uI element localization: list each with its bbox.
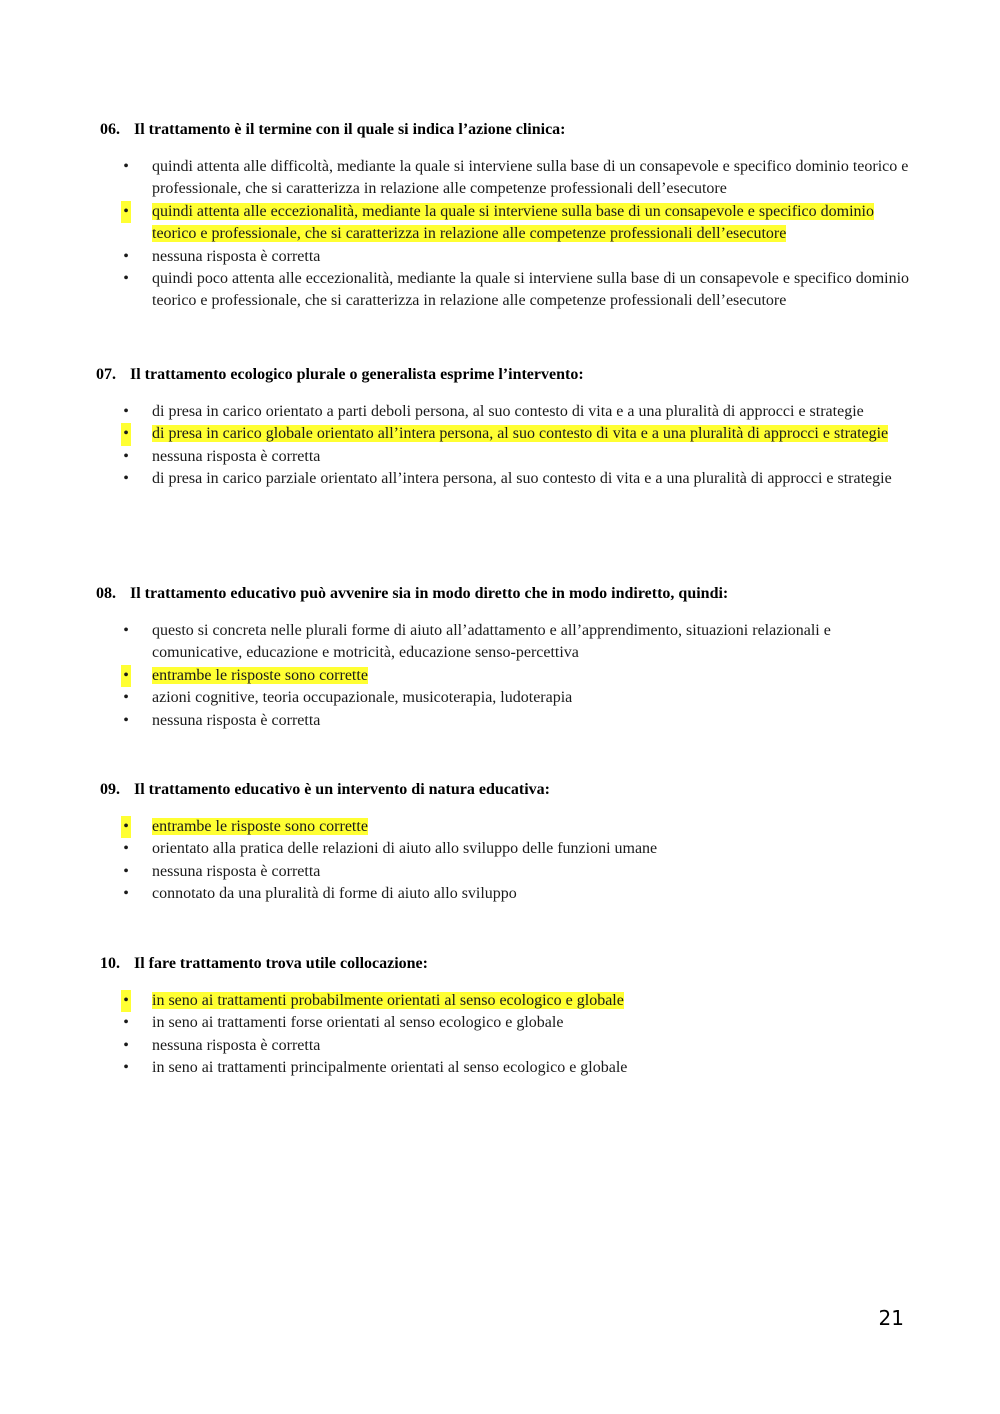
bullet-icon: • — [123, 711, 129, 729]
option-item — [96, 246, 920, 268]
question-title — [100, 780, 920, 800]
options-list — [96, 990, 920, 1080]
option-item — [96, 401, 916, 423]
bullet-icon: • — [123, 158, 129, 175]
bullet-icon: • — [123, 840, 129, 858]
option-item — [96, 468, 916, 490]
bullet-icon: • — [123, 862, 129, 880]
page-number: 21 — [878, 1306, 904, 1330]
option-item — [96, 838, 920, 860]
question-number: 06. — [100, 121, 120, 138]
option-item-highlighted — [96, 990, 920, 1012]
options-list — [96, 156, 920, 313]
question-07 — [96, 365, 916, 491]
option-item-highlighted — [96, 201, 920, 246]
bullet-icon: • — [123, 470, 129, 488]
bullet-icon: • — [123, 447, 129, 465]
question-09 — [100, 780, 920, 906]
options-list — [96, 816, 920, 906]
question-number: 10. — [100, 955, 120, 972]
question-number: 08. — [96, 585, 116, 602]
option-item-highlighted — [96, 423, 916, 445]
question-title — [96, 584, 916, 604]
option-item — [96, 687, 916, 709]
question-text: Il trattamento è il termine con il quale si indica l’azione clinica: — [134, 121, 566, 138]
bullet-icon: • — [123, 622, 129, 639]
option-text: di presa in carico orientato a parti deboli persona, al suo contesto di vita e a una pluralità di approcci e strategie — [152, 403, 864, 420]
options-list — [96, 401, 916, 491]
bullet-icon: • — [123, 403, 129, 420]
option-text: entrambe le risposte sono corrette — [152, 666, 368, 684]
option-text: nessuna risposta è corretta — [152, 247, 321, 265]
option-text: questo si concreta nelle plurali forme di aiuto all’adattamento e all’apprendimento, situazioni relazionali e comunicative, educazione e motricità, educazione senso-percettiva — [152, 622, 831, 662]
option-text: connotato da una pluralità di forme di aiuto allo sviluppo — [152, 885, 517, 903]
option-item-highlighted — [96, 816, 920, 838]
option-text: in seno ai trattamenti principalmente orientati al senso ecologico e globale — [152, 1059, 628, 1077]
option-text: in seno ai trattamenti probabilmente orientati al senso ecologico e globale — [152, 992, 624, 1009]
option-item — [96, 1012, 920, 1034]
question-08 — [96, 584, 916, 732]
option-text: nessuna risposta è corretta — [152, 711, 321, 729]
option-text: quindi attenta alle difficoltà, mediante la quale si interviene sulla base di un consapevole e specifico dominio teorico e professionale, che si caratterizza in relazione alle competenze professionali dell’esecutore — [152, 158, 909, 198]
option-text: entrambe le risposte sono corrette — [152, 818, 368, 835]
option-item-highlighted — [96, 665, 916, 687]
option-item — [96, 620, 916, 665]
option-item — [96, 446, 916, 468]
option-item — [96, 268, 920, 313]
option-text: nessuna risposta è corretta — [152, 862, 321, 880]
bullet-icon: • — [121, 665, 131, 687]
option-item — [96, 156, 920, 201]
option-text: di presa in carico parziale orientato all’intera persona, al suo contesto di vita e a una pluralità di approcci e strategie — [152, 470, 892, 488]
question-number: 09. — [100, 781, 120, 798]
question-text: Il trattamento educativo è un intervento di natura educativa: — [134, 781, 550, 798]
question-title — [100, 954, 920, 974]
bullet-icon: • — [121, 201, 131, 223]
option-item — [96, 883, 920, 905]
option-item — [96, 1057, 920, 1079]
question-title — [100, 120, 920, 140]
question-number: 07. — [96, 366, 116, 383]
option-text: nessuna risposta è corretta — [152, 447, 321, 465]
option-item — [96, 710, 916, 732]
bullet-icon: • — [121, 990, 131, 1012]
bullet-icon: • — [121, 816, 131, 838]
option-text: quindi attenta alle eccezionalità, mediante la quale si interviene sulla base di un consapevole e specifico dominio teorico e professionale, che si caratterizza in relazione alle competenze professionali dell’esecutore — [152, 202, 874, 243]
options-list — [96, 620, 916, 732]
option-item — [96, 861, 920, 883]
question-text: Il trattamento educativo può avvenire sia in modo diretto che in modo indiretto, quindi: — [130, 585, 729, 602]
option-text: in seno ai trattamenti forse orientati al senso ecologico e globale — [152, 1014, 564, 1032]
bullet-icon: • — [123, 1014, 129, 1032]
option-text: orientato alla pratica delle relazioni di aiuto allo sviluppo delle funzioni umane — [152, 840, 658, 858]
bullet-icon: • — [123, 1059, 129, 1077]
bullet-icon: • — [123, 689, 129, 707]
option-text: azioni cognitive, teoria occupazionale, musicoterapia, ludoterapia — [152, 689, 573, 707]
bullet-icon: • — [123, 1036, 129, 1054]
option-item — [96, 1035, 920, 1057]
bullet-icon: • — [123, 247, 129, 265]
question-title — [96, 365, 916, 385]
question-text: Il fare trattamento trova utile collocazione: — [134, 955, 428, 972]
question-text: Il trattamento ecologico plurale o generalista esprime l’intervento: — [130, 366, 584, 383]
option-text: nessuna risposta è corretta — [152, 1036, 321, 1054]
bullet-icon: • — [123, 885, 129, 903]
question-10 — [100, 954, 920, 1080]
bullet-icon: • — [123, 270, 129, 288]
option-text: quindi poco attenta alle eccezionalità, mediante la quale si interviene sulla base di un consapevole e specifico dominio teorico e professionale, che si caratterizza in relazione alle competenze professionali dell’esecutore — [152, 270, 910, 310]
bullet-icon: • — [121, 423, 131, 445]
question-06 — [100, 120, 920, 313]
option-text: di presa in carico globale orientato all’intera persona, al suo contesto di vita e a una pluralità di approcci e strategie — [152, 425, 889, 443]
